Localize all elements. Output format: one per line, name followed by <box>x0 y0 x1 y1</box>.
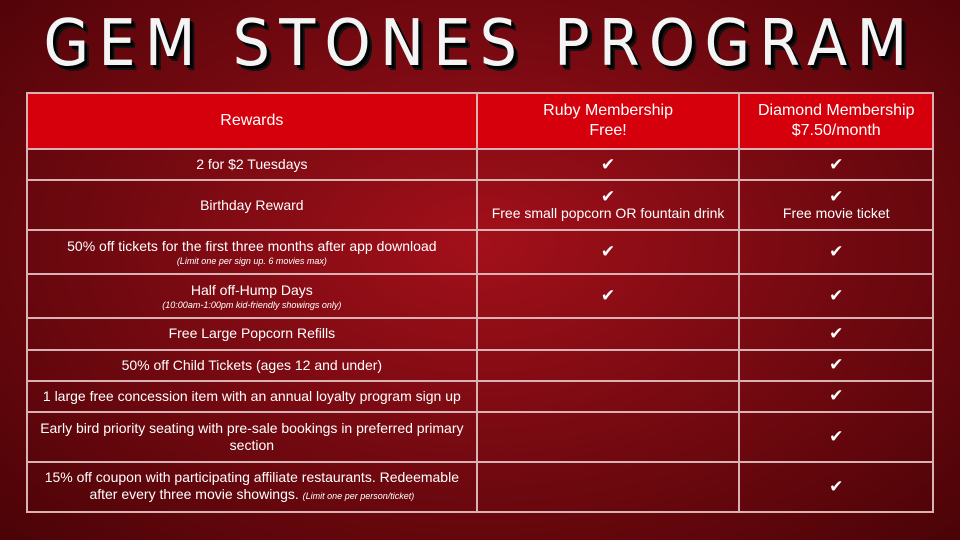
ruby-birthday-detail: Free small popcorn OR fountain drink <box>491 205 725 222</box>
header-rewards: Rewards <box>27 93 477 149</box>
check-icon: ✔ <box>600 242 616 262</box>
check-icon: ✔ <box>829 154 844 174</box>
check-icon: ✔ <box>600 187 616 207</box>
check-icon: ✔ <box>829 286 844 306</box>
ruby-check-icon <box>477 149 740 180</box>
reward-name: 1 large free concession item with an annual loyalty program sign up <box>27 381 477 412</box>
check-icon: ✔ <box>600 154 616 174</box>
diamond-check-icon <box>739 149 933 180</box>
ruby-empty-cell <box>477 462 740 512</box>
table-row <box>27 412 933 462</box>
diamond-membership-price: $7.50/month <box>791 122 881 139</box>
check-icon: ✔ <box>600 286 616 306</box>
reward-note: (Limit one per sign up. 6 movies max) <box>176 255 327 266</box>
table-header-row <box>27 93 933 149</box>
reward-text: 50% off tickets for the first three months after app download <box>67 237 437 254</box>
diamond-check-icon <box>739 318 933 349</box>
reward-name: Birthday Reward <box>27 180 477 230</box>
table-row <box>27 180 933 230</box>
table-row <box>27 274 933 318</box>
ruby-empty-cell <box>477 412 740 462</box>
diamond-check-icon <box>739 230 933 274</box>
check-icon: ✔ <box>829 242 844 262</box>
reward-name: Early bird priority seating with pre-sale bookings in preferred primary section <box>27 412 477 462</box>
diamond-check-icon <box>739 462 933 512</box>
reward-name: 50% off Child Tickets (ages 12 and under) <box>27 350 477 381</box>
reward-name <box>27 230 477 274</box>
header-diamond-membership <box>739 93 933 149</box>
ruby-empty-cell <box>477 381 740 412</box>
reward-name <box>27 274 477 318</box>
reward-name: Free Large Popcorn Refills <box>27 318 477 349</box>
table-row <box>27 462 933 512</box>
diamond-membership-name: Diamond Membership <box>757 102 915 119</box>
check-icon: ✔ <box>829 323 844 343</box>
reward-text: Half off-Hump Days <box>190 281 313 298</box>
table-row <box>27 350 933 381</box>
diamond-birthday-detail: Free movie ticket <box>782 205 890 222</box>
check-icon: ✔ <box>829 476 844 496</box>
diamond-check-icon <box>739 274 933 318</box>
table-row <box>27 230 933 274</box>
reward-note: (Limit one per person/ticket) <box>302 490 415 501</box>
ruby-cell <box>477 180 740 230</box>
rewards-table <box>26 92 934 513</box>
table-row <box>27 381 933 412</box>
table-row <box>27 149 933 180</box>
diamond-check-icon <box>739 381 933 412</box>
ruby-check-icon <box>477 230 740 274</box>
ruby-empty-cell <box>477 350 740 381</box>
ruby-check-icon <box>477 274 740 318</box>
reward-note: (10:00am-1:00pm kid-friendly showings only) <box>162 299 342 310</box>
ruby-membership-price: Free! <box>589 122 627 139</box>
table-row <box>27 318 933 349</box>
page-title: GEM STONES PROGRAM <box>43 7 917 81</box>
ruby-empty-cell <box>477 318 740 349</box>
check-icon: ✔ <box>829 426 844 446</box>
reward-name: 2 for $2 Tuesdays <box>27 149 477 180</box>
check-icon: ✔ <box>829 187 844 207</box>
check-icon: ✔ <box>829 355 844 375</box>
diamond-check-icon <box>739 412 933 462</box>
reward-text: 15% off coupon with participating affiliate restaurants. Redeemable after every three movie showings. <box>44 468 459 502</box>
check-icon: ✔ <box>829 386 844 406</box>
header-ruby-membership <box>477 93 740 149</box>
ruby-membership-name: Ruby Membership <box>543 102 673 119</box>
reward-name <box>27 462 477 512</box>
diamond-cell <box>739 180 933 230</box>
diamond-check-icon <box>739 350 933 381</box>
